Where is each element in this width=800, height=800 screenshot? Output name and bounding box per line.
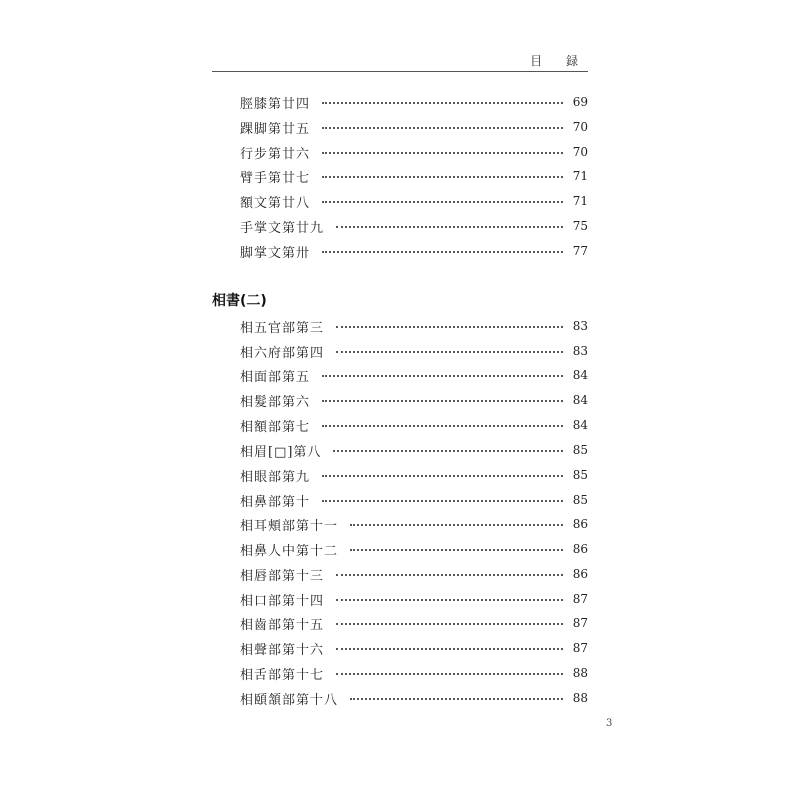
toc-entry[interactable] [240, 390, 588, 410]
toc-entry-page: 85 [572, 493, 588, 507]
toc-entry[interactable] [240, 341, 588, 361]
toc-entry[interactable] [240, 514, 588, 534]
toc-entry-label: 相聲部第十六 [240, 642, 325, 658]
dot-leader [322, 425, 563, 427]
toc-entry-label: 相額部第七 [240, 419, 311, 435]
toc-entry-page: 69 [572, 95, 588, 109]
toc-entry-label: 相口部第十四 [240, 593, 325, 609]
toc-entry-page: 84 [572, 418, 588, 432]
dot-leader [336, 673, 563, 675]
toc-entry-page: 70 [572, 120, 588, 134]
toc-entry-label: 脛膝第廿四 [240, 96, 311, 112]
toc-entry[interactable] [240, 539, 588, 559]
dot-leader [336, 623, 563, 625]
dot-leader [322, 400, 563, 402]
toc-entry-page: 84 [572, 393, 588, 407]
toc-entry-label: 臂手第廿七 [240, 170, 311, 186]
toc-entry-page: 71 [572, 194, 588, 208]
toc-entry-label: 相六府部第四 [240, 345, 325, 361]
toc-entry[interactable] [240, 92, 588, 112]
toc-entry-page: 86 [572, 567, 588, 581]
toc-entry[interactable] [240, 365, 588, 385]
toc-entry-page: 87 [572, 616, 588, 630]
toc-entry-label: 相眼部第九 [240, 469, 311, 485]
dot-leader [322, 251, 563, 253]
toc-entry-page: 70 [572, 145, 588, 159]
toc-entry[interactable] [240, 166, 588, 186]
toc-entry-page: 88 [572, 691, 588, 705]
dot-leader [336, 599, 563, 601]
page-number: 3 [606, 718, 613, 729]
toc-entry-label: 相唇部第十三 [240, 568, 325, 584]
toc-entry[interactable] [240, 613, 588, 633]
toc-entry[interactable] [240, 465, 588, 485]
toc-entry-page: 88 [572, 666, 588, 680]
toc-entry-page: 83 [572, 344, 588, 358]
toc-entry[interactable] [240, 142, 588, 162]
dot-leader [350, 549, 563, 551]
toc-entry[interactable] [240, 241, 588, 261]
toc-entry-label: 踝脚第廿五 [240, 121, 311, 137]
toc-entry[interactable] [240, 589, 588, 609]
dot-leader [322, 500, 563, 502]
dot-leader [336, 574, 563, 576]
toc-entry-label: 額文第廿八 [240, 195, 311, 211]
toc-entry-label: 行步第廿六 [240, 146, 311, 162]
toc-entry-page: 86 [572, 542, 588, 556]
dot-leader [322, 176, 563, 178]
dot-leader [322, 152, 563, 154]
dot-leader [322, 375, 563, 377]
toc-entry-label: 手掌文第廿九 [240, 220, 325, 236]
toc-entry-label: 相鼻人中第十二 [240, 543, 339, 559]
toc-entry-page: 71 [572, 169, 588, 183]
toc-entry-label: 相頤頷部第十八 [240, 692, 339, 708]
toc-entry-page: 75 [572, 219, 588, 233]
dot-leader [333, 450, 562, 452]
dot-leader [350, 524, 563, 526]
header-rule [212, 71, 588, 72]
dot-leader [336, 351, 563, 353]
dot-leader [336, 226, 563, 228]
toc-entry-page: 87 [572, 592, 588, 606]
toc-entry[interactable] [240, 564, 588, 584]
toc-entry[interactable] [240, 415, 588, 435]
toc-entry-label: 脚掌文第卅 [240, 245, 311, 261]
toc-entry[interactable] [240, 191, 588, 211]
toc-entry-page: 86 [572, 517, 588, 531]
section-heading: 相書(二) [212, 293, 267, 309]
dot-leader [322, 475, 563, 477]
dot-leader [322, 201, 563, 203]
toc-entry-page: 85 [572, 443, 588, 457]
toc-entry[interactable] [240, 440, 588, 460]
toc-entry-page: 83 [572, 319, 588, 333]
dot-leader [322, 102, 563, 104]
toc-entry-label: 相鼻部第十 [240, 494, 311, 510]
toc-entry[interactable] [240, 216, 588, 236]
toc-entry-label: 相五官部第三 [240, 320, 325, 336]
toc-entry-page: 85 [572, 468, 588, 482]
dot-leader [350, 698, 563, 700]
dot-leader [336, 326, 563, 328]
toc-entry-page: 77 [572, 244, 588, 258]
toc-entry-label: 相耳頰部第十一 [240, 518, 339, 534]
dot-leader [336, 648, 563, 650]
toc-entry[interactable] [240, 490, 588, 510]
toc-entry-label: 相眉[□]第八 [240, 444, 322, 460]
toc-entry-page: 84 [572, 368, 588, 382]
toc-entry-page: 87 [572, 641, 588, 655]
toc-entry[interactable] [240, 688, 588, 708]
toc-entry[interactable] [240, 117, 588, 137]
page-header-title: 目 録 [530, 54, 588, 68]
toc-entry[interactable] [240, 663, 588, 683]
toc-entry-label: 相齒部第十五 [240, 617, 325, 633]
toc-entry-label: 相面部第五 [240, 369, 311, 385]
toc-entry[interactable] [240, 638, 588, 658]
dot-leader [322, 127, 563, 129]
toc-entry[interactable] [240, 316, 588, 336]
toc-entry-label: 相舌部第十七 [240, 667, 325, 683]
toc-entry-label: 相髮部第六 [240, 394, 311, 410]
